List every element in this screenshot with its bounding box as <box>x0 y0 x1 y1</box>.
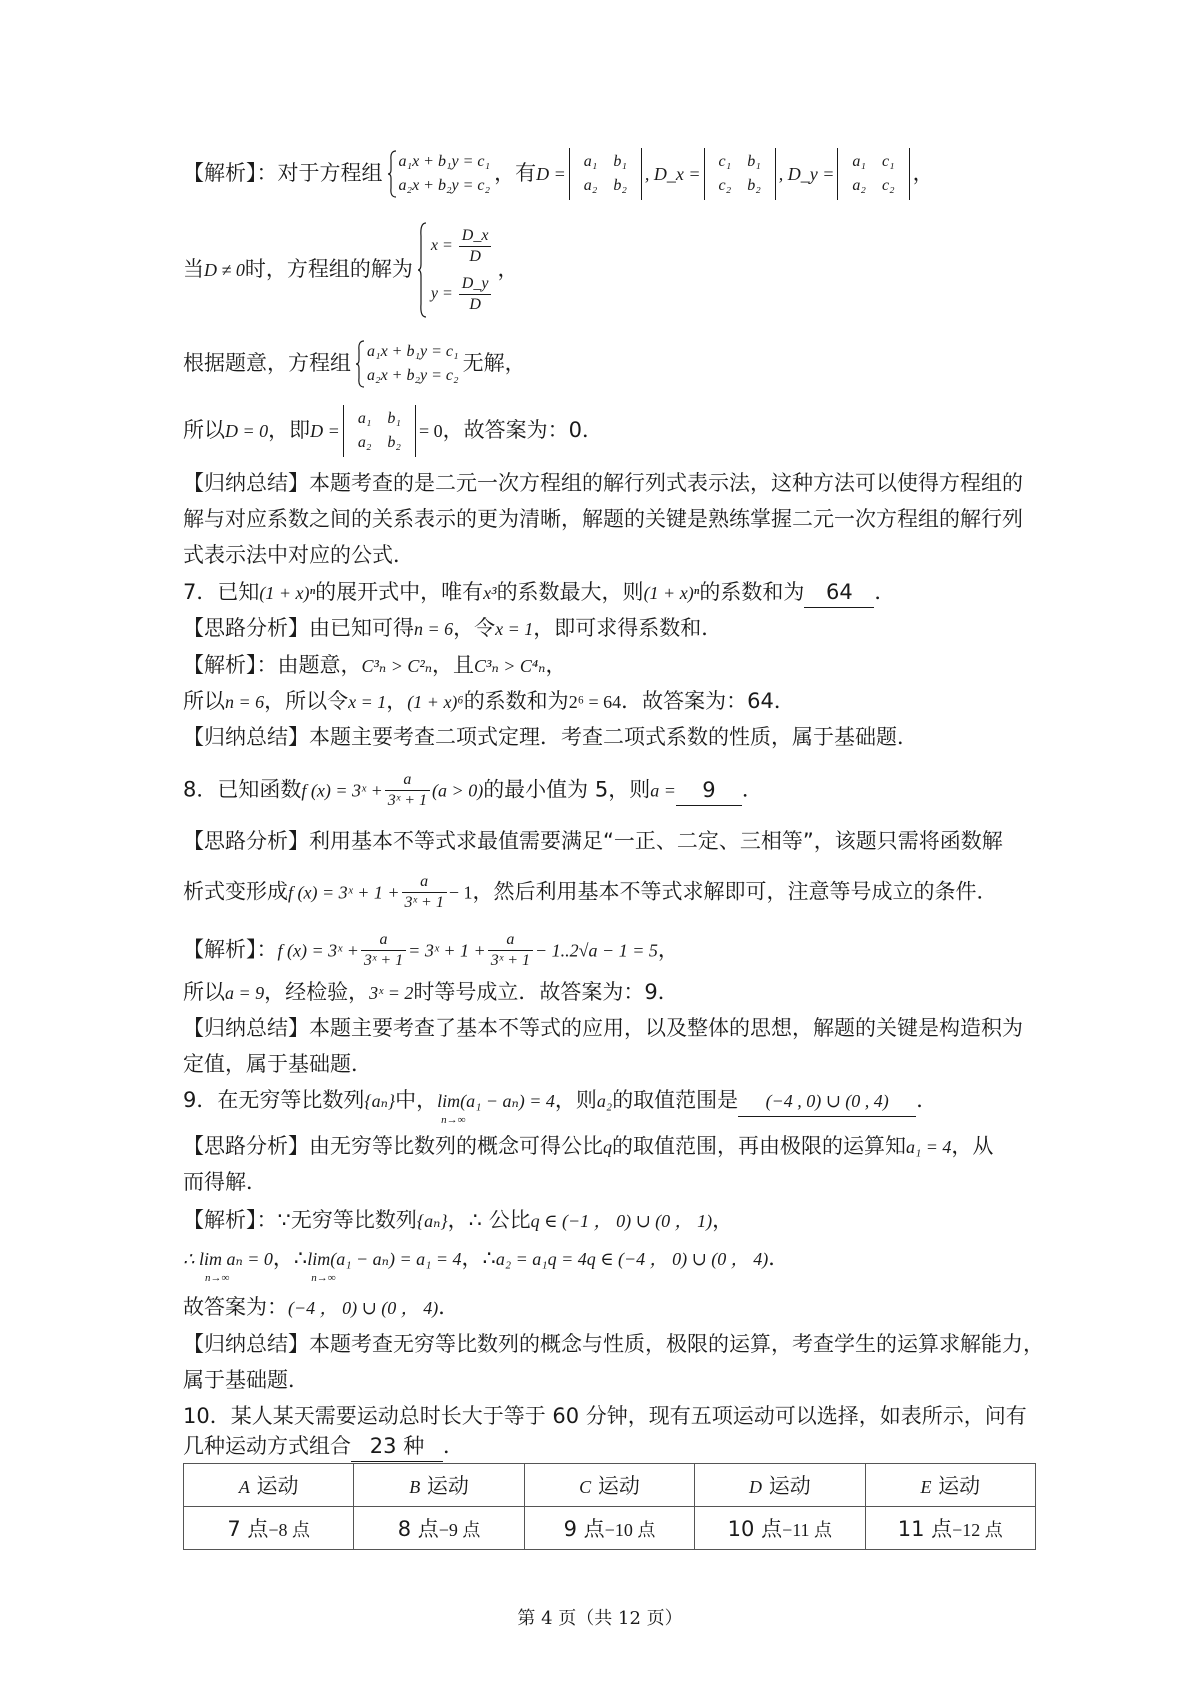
table-cell: 7 点−8 点 <box>184 1507 354 1550</box>
summary-line: 属于基础题． <box>183 1368 309 1392</box>
det-dx-label: , D_x = <box>644 164 701 184</box>
answer-blank: 64 <box>804 577 874 608</box>
label-solution: 【解析】：对于方程组 <box>183 161 383 185</box>
question-8: 8．已知函数f (x) = 3ˣ + $\frac{a}{\text{3ˣ + 1}}$ (a > 0)的最小值为 5，则a = 9 ． <box>183 771 763 809</box>
question-9-solution-2: ∴ lim aₙ = 0 n→∞ ，∴lim(a₁ − aₙ) = a₁ = 4 n→∞ ，∴a₂ = a₁q = 4q ∈ (−4 ， 0) ∪ (0 ， 4)． <box>183 1246 790 1284</box>
solution-system: x = $\frac{D\_x}{D}$ y = $\frac{D\_y}{D}$ <box>417 222 494 318</box>
summary-line: 解与对应系数之间的关系表示的更为清晰，解题的关键是熟练掌握二元一次方程组的解行列 <box>183 507 1023 531</box>
determinant-dx: c₁ b₁ c₂ b₂ <box>704 148 776 200</box>
determinant-d: a₁ b₁ a₂ b₂ <box>343 405 416 457</box>
question-7: 7．已知(1 + x)ⁿ的展开式中，唯有x³的系数最大，则(1 + x)ⁿ的系数和为 64 ． <box>183 577 1033 608</box>
question-10-line-2: 几种运动方式组合 23 种 ． <box>183 1431 1033 1462</box>
table-row <box>184 1507 1036 1550</box>
table-cell: 8 点−9 点 <box>354 1507 524 1550</box>
brace-icon <box>355 340 365 388</box>
table-header-cell: C 运动 <box>524 1464 694 1507</box>
answer-blank: (−4 , 0) ∪ (0 , 4) <box>738 1086 916 1117</box>
solution-line-2: 当D ≠ 0时，方程组的解为 x = $\frac{D\_x}{D}$ y = $\frac{D\_y}{D}$ ， <box>183 222 1033 318</box>
question-9-analysis: 【思路分析】由无穷等比数列的概念可得公比q的取值范围，再由极限的运算知a₁ = 4，从 <box>183 1134 994 1158</box>
answer-blank: 9 <box>676 775 742 806</box>
question-7-solution: 【解析】：由题意，C³ₙ > C²ₙ，且C³ₙ > C⁴ₙ， <box>183 653 567 677</box>
brace-icon <box>387 150 397 198</box>
table-header-cell: B 运动 <box>354 1464 524 1507</box>
table-header-cell: A 运动 <box>184 1464 354 1507</box>
question-9-answer: 故答案为：(−4 ， 0) ∪ (0 ， 4)． <box>183 1295 460 1319</box>
summary-line: 【归纳总结】本题主要考查二项式定理．考查二项式系数的性质，属于基础题． <box>183 725 918 749</box>
equation-system: a₁x + b₁y = c₁ a₂x + b₂y = c₂ <box>355 340 459 388</box>
solution-line-3: 根据题意，方程组 a₁x + b₁y = c₁ a₂x + b₂y = c₂ 无解， <box>183 340 1033 388</box>
determinant-d: a₁ b₁ a₂ b₂ <box>569 148 642 200</box>
question-8-analysis: 【思路分析】利用基本不等式求最值需要满足“一正、二定、三相等”，该题只需将函数解 <box>183 829 1003 853</box>
summary-line: 【归纳总结】本题考查无穷等比数列的概念与性质，极限的运算，考查学生的运算求解能力， <box>183 1332 1044 1356</box>
equation-system: a₁x + b₁y = c₁ a₂x + b₂y = c₂ <box>387 150 491 198</box>
table-cell: 9 点−10 点 <box>524 1507 694 1550</box>
question-7-solution-2: 所以n = 6，所以令x = 1，(1 + x)⁶的系数和为2⁶ = 64．故答案为：64． <box>183 689 795 713</box>
table-header-row <box>184 1464 1036 1507</box>
summary-line: 【归纳总结】本题考查的是二元一次方程组的解行列式表示法，这种方法可以使得方程组的 <box>183 471 1023 495</box>
determinant-dy: a₁ c₁ a₂ c₂ <box>837 148 909 200</box>
question-9-solution: 【解析】：∵无穷等比数列{aₙ}，∴ 公比q ∈ (−1 ， 0) ∪ (0 ， 1)， <box>183 1208 734 1232</box>
question-8-analysis-2: 析式变形成f (x) = 3ˣ + 1 + $\frac{a}{\text{3ˣ + 1}}$ − 1，然后利用基本不等式求解即可，注意等号成立的条件． <box>183 873 998 911</box>
det-d-label: D = <box>536 164 566 184</box>
table-header-cell: D 运动 <box>695 1464 865 1507</box>
exercise-table <box>183 1463 1036 1550</box>
det-dy-label: , D_y = <box>778 164 835 184</box>
solution-line-4: 所以D = 0，即D = a₁ b₁ a₂ b₂ = 0，故答案为：0． <box>183 405 1033 457</box>
brace-icon <box>417 222 427 318</box>
page-footer: 第 4 页（共 12 页） <box>517 1608 683 1629</box>
question-7-analysis: 【思路分析】由已知可得n = 6，令x = 1，即可求得系数和． <box>183 616 723 640</box>
table-header-cell: E 运动 <box>865 1464 1035 1507</box>
question-10: 10．某人某天需要运动总时长大于等于 60 分钟，现有五项运动可以选择，如表所示，问有 <box>183 1404 1027 1428</box>
question-8-solution: 【解析】：f (x) = 3ˣ + $\frac{a}{\text{3ˣ + 1}}$ = 3ˣ + 1 + $\frac{a}{\text{3ˣ + 1}}$ − 1..2√a − 1 = 5， <box>183 931 679 969</box>
summary-line: 式表示法中对应的公式． <box>183 543 414 567</box>
solution-line-1: 【解析】：对于方程组 a₁x + b₁y = c₁ a₂x + b₂y = c₂ ，有D = a₁ b₁ a₂ b₂ , D_x = c₁ b₁ c₂ b₂ , D_y = a₁ c₁ a₂ c₂ ， <box>183 148 1033 200</box>
summary-line: 【归纳总结】本题主要考查了基本不等式的应用，以及整体的思想，解题的关键是构造积为 <box>183 1016 1023 1040</box>
answer-blank: 23 种 <box>351 1431 443 1462</box>
question-9: 9．在无穷等比数列{aₙ}中，lim(a₁ − aₙ) = 4 n→∞ ，则a₂的取值范围是 (−4 , 0) ∪ (0 , 4) ． <box>183 1088 938 1126</box>
table-cell: 11 点−12 点 <box>865 1507 1035 1550</box>
question-8-solution-2: 所以a = 9，经检验，3ˣ = 2时等号成立．故答案为：9． <box>183 980 679 1004</box>
document-page: 【解析】：对于方程组 a₁x + b₁y = c₁ a₂x + b₂y = c₂ ，有D = a₁ b₁ a₂ b₂ , D_x = c₁ b₁ c₂ b₂ , D_y = a₁ c₁ a₂ c₂ ， 当D ≠ 0时，方程组的解为 x = $\frac{D\_x}{D}$ y = $\frac{D\_y}{D}$ ， 根据题意，方程组 a₁x + b₁y = c₁ a₂x + b₂y = c₂ 无解， 所以D = 0，即D = a₁ b₁ a₂ b₂ = 0，故答案为：0． 【归纳总结】本题考查的是二元一次方程组的解行列式表示法，这种方法可以使得方程组的 解与对应系数之间的关系表示的更为清晰，解题的关键是熟练掌握二元一次方程组的解行列 式表示法中对应的公式． 7．已知(1 + x)ⁿ的展开式中，唯有x³的系数最大，则(1 + x)ⁿ的系数和为 64 ． 【思路分析】由已知可得n = 6，令x = 1，即可求得系数和． 【解析】：由题意，C³ₙ > C²ₙ，且C³ₙ > C⁴ₙ， 所以n = 6，所以令x = 1，(1 + x)⁶的系数和为2⁶ = 64．故答案为：64． 【归纳总结】本题主要考查二项式定理．考查二项式系数的性质，属于基础题． 8．已知函数f (x) = 3ˣ + $\frac{a}{\text{3ˣ + 1}}$ (a > 0)的最小值为 5，则a = 9 ． 【思路分析】利用基本不等式求最值需要满足“一正、二定、三相等”，该题只需将函数解 析式变形成f (x) = 3ˣ + 1 + $\frac{a}{\text{3ˣ + 1}}$ − 1，然后利用基本不等式求解即可，注意等号成立的条件． 【解析】：f (x) = 3ˣ + $\frac{a}{\text{3ˣ + 1}}$ = 3ˣ + 1 + $\frac{a}{\text{3ˣ + 1}}$ − 1..2√a − 1 = 5， 所以a = 9，经检验，3ˣ = 2时等号成立．故答案为：9． 【归纳总结】本题主要考查了基本不等式的应用，以及整体的思想，解题的关键是构造积为 定值，属于基础题． 9．在无穷等比数列{aₙ}中，lim(a₁ − aₙ) = 4 n→∞ ，则a₂的取值范围是 (−4 , 0) ∪ (0 , 4) ． 【思路分析】由无穷等比数列的概念可得公比q的取值范围，再由极限的运算知a₁ = 4，从 而得解． 【解析】：∵无穷等比数列{aₙ}，∴ 公比q ∈ (−1 ， 0) ∪ (0 ， 1)， ∴ lim aₙ = 0 n→∞ ，∴lim(a₁ − aₙ) = a₁ = 4 n→∞ ，∴a₂ = a₁q = 4q ∈ (−4 ， 0) ∪ (0 ， 4)． 故答案为：(−4 ， 0) ∪ (0 ， 4)． 【归纳总结】本题考查无穷等比数列的概念与性质，极限的运算，考查学生的运算求解能力， 属于基础题． 10．某人某天需要运动总时长大于等于 60 分钟，现有五项运动可以选择，如表所示，问有 几种运动方式组合 23 种 ． A 运动 B 运动 C 运动 D 运动 E 运动 7 点−8 点 8 点−9 点 9 点−10 点 10 点−11 点 11 点−12 点 第 4 页（共 12 页） <box>0 0 1200 1698</box>
summary-line: 定值，属于基础题． <box>183 1052 372 1076</box>
table-cell: 10 点−11 点 <box>695 1507 865 1550</box>
